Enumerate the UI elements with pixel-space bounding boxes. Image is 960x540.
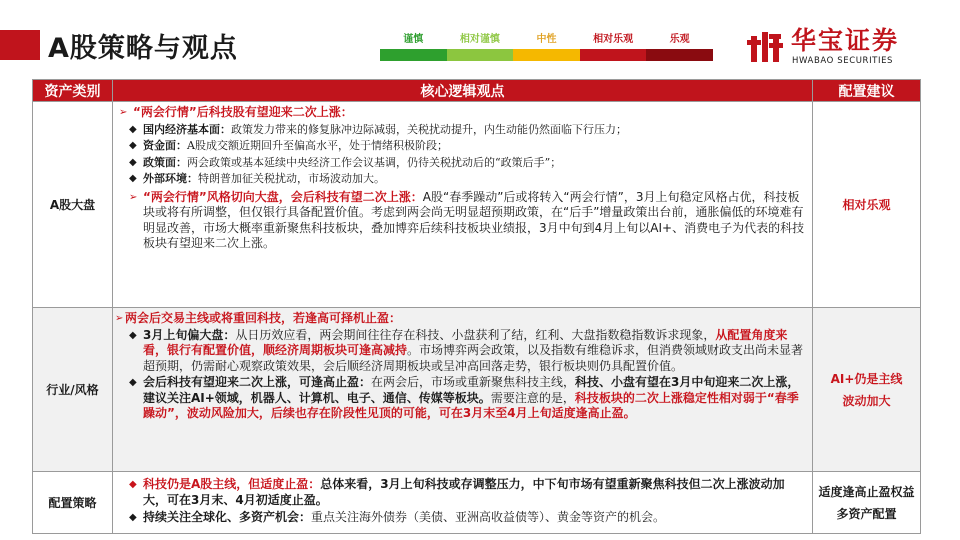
logic-cell <box>113 472 813 534</box>
diamond-bullet-icon: ◆ <box>129 140 137 151</box>
logo-chinese-name: 华宝证券 <box>791 26 900 55</box>
legend-swatch-cautious <box>380 49 447 61</box>
diamond-bullet-icon: ◆ <box>129 512 137 523</box>
advice-line: AI+仍是主线 <box>830 371 903 386</box>
list-item: ◆ 3月上旬偏大盘：从日历效应看，两会期间往往存在科技、小盘获利了结，红利、大盘指数稳指数诉求现象，从配置角度来看，银行有配置价值，顺经济周期板块可逢高减持。市场博弈两会政策，以及指数有维稳诉求，但消费领域财政支出尚未显著超预期，仍需耐心观察政策效果，会后顺经济周期板块或呈冲高回落走势，银行板块则仍具配置价值。 <box>129 327 804 373</box>
advice-line: 适度逢高止盈权益 <box>818 484 915 499</box>
header-allocation-advice: 配置建议 <box>813 80 921 102</box>
category-cell: 配置策略 <box>33 472 113 534</box>
logo-english-name: HWABAO SECURITIES <box>792 56 894 66</box>
row-headline: ➢ “两会行情”后科技股有望迎来二次上涨： <box>119 105 353 119</box>
logic-cell <box>113 102 813 308</box>
header-asset-class: 资产类别 <box>33 80 113 102</box>
legend-label-relatively-optimistic: 相对乐观 <box>593 34 634 45</box>
title-accent-block <box>0 30 40 60</box>
advice-line: 波动加大 <box>842 393 891 408</box>
sentiment-legend <box>380 33 713 61</box>
advice-cell <box>813 472 921 534</box>
table-row <box>33 308 921 472</box>
arrow-right-icon: ➢ <box>115 313 124 324</box>
list-item: ◆ 会后科技有望迎来二次上涨，可逢高止盈：在两会后，市场或重新聚焦科技主线，科技、小盘有望在3月中旬迎来二次上涨，建议关注AI+领域，机器人、计算机、电子、通信、传媒等板块。需要注意的是，科技板块的二次上涨稳定性相对弱于“春季躁动”，波动风险加大，后续也存在阶段性见顶的可能，可在3月末至4月上旬适度逢高止盈。 <box>129 375 800 420</box>
list-item: ◆ 科技仍是A股主线，但适度止盈：总体来看，3月上旬科技或存调整压力，中下旬市场有望重新聚焦科技但二次上涨波动加大，可在3月末、4月初适度止盈。 <box>129 477 785 507</box>
legend-swatch-optimistic <box>646 49 713 61</box>
legend-color-bar <box>380 49 713 61</box>
row-headline: ➢ 两会后交易主线或将重回科技，若逢高可择机止盈： <box>115 311 402 325</box>
hwabao-logo <box>747 26 947 76</box>
list-item: ◆ 政策面：两会政策或基本延续中央经济工作会议基调，仍待关税扰动后的“政策后手”； <box>129 155 562 169</box>
arrow-right-icon: ➢ <box>119 107 128 118</box>
table-row <box>33 102 921 308</box>
logic-cell <box>113 308 813 472</box>
diamond-bullet-icon: ◆ <box>129 377 137 388</box>
list-item: ◆ 国内经济基本面：政策发力带来的修复脉冲边际减弱，关税扰动提升，内生动能仍然面临下行压力； <box>129 122 627 136</box>
legend-swatch-relatively-optimistic <box>580 49 647 61</box>
table-header-row <box>33 80 921 102</box>
advice-cell: 相对乐观 <box>813 102 921 308</box>
legend-label-neutral: 中性 <box>536 34 557 45</box>
diamond-bullet-icon: ◆ <box>129 329 137 341</box>
category-cell: A股大盘 <box>33 102 113 308</box>
list-item: ◆ 持续关注全球化、多资产机会：重点关注海外债券（美债、亚洲高收益债等）、黄金等资产的机会。 <box>129 510 666 524</box>
strategy-table <box>32 79 921 534</box>
arrow-right-icon: ➢ <box>129 191 138 203</box>
legend-swatch-relatively-cautious <box>447 49 514 61</box>
legend-swatch-neutral <box>513 49 580 61</box>
list-item: ◆ 资金面：A股成交额近期回升至偏高水平，处于情绪积极阶段； <box>129 139 448 152</box>
hwabao-logo-icon <box>747 30 783 64</box>
legend-label-cautious: 谨慎 <box>403 34 424 45</box>
diamond-bullet-icon: ◆ <box>129 479 137 490</box>
page-title: A股策略与观点 <box>48 33 238 64</box>
diamond-bullet-icon: ◆ <box>129 123 137 135</box>
diamond-bullet-icon: ◆ <box>129 156 137 168</box>
advice-cell <box>813 308 921 472</box>
header-core-logic: 核心逻辑观点 <box>113 80 813 102</box>
category-cell: 行业/风格 <box>33 308 113 472</box>
advice-line: 多资产配置 <box>836 506 897 521</box>
diamond-bullet-icon: ◆ <box>129 173 137 184</box>
legend-label-optimistic: 乐观 <box>669 34 690 45</box>
legend-label-relatively-cautious: 相对谨慎 <box>459 34 500 45</box>
list-item: ◆ 外部环境：特朗普加征关税扰动，市场波动加大。 <box>129 172 385 185</box>
table-row <box>33 472 921 534</box>
conclusion-item: ➢ “两会行情”风格切向大盘，会后科技有望二次上涨：A股“春季躁动”后或将转入“两会行情”，3月上旬稳定风格占优，科技板块或将有所调整，但仅银行具备配置价值。考虑到两会尚无明显超预期政策，在“后手”增量政策出台前，通胀偏低的环境难有明显改善，市场大概率重新聚焦科技板块，叠加博弈后续科技板块业绩报，3月中旬到4月上旬以AI+、消费电子为代表的科技板块有望迎来二次上涨。 <box>129 189 805 250</box>
